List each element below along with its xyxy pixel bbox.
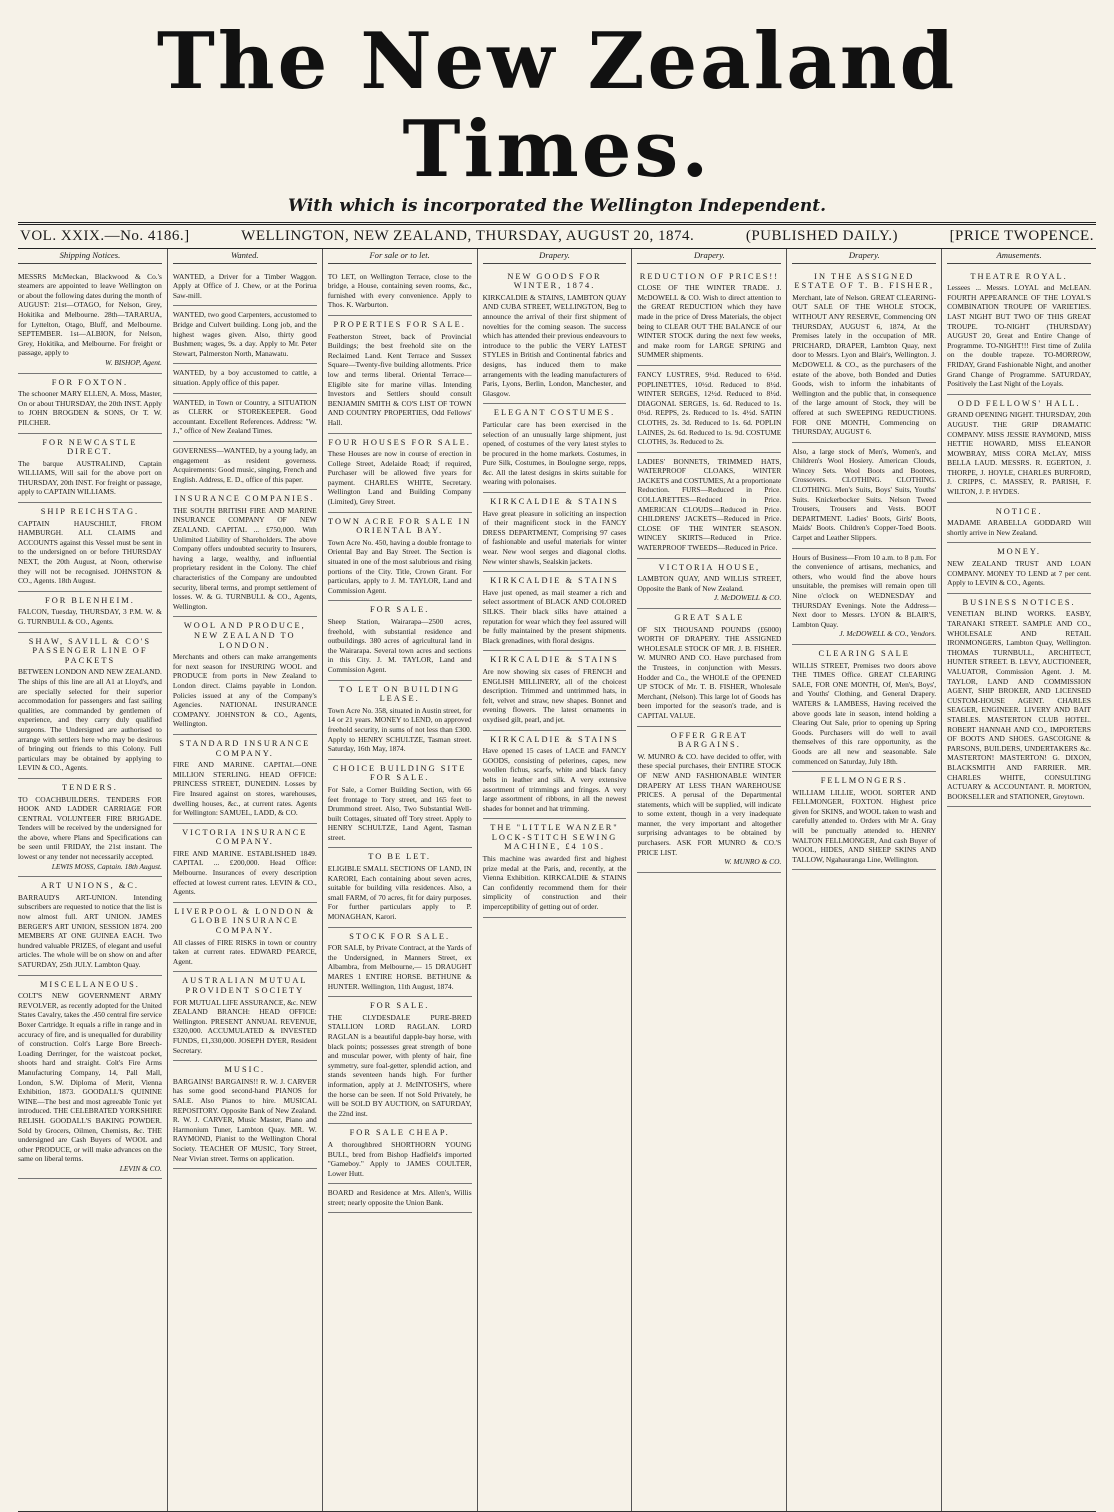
advertisement xyxy=(483,404,627,493)
advertisement xyxy=(328,928,472,998)
advertisement-body: COLT'S NEW GOVERNMENT ARMY REVOLVER, as recently adopted for the United States Cavalry, takes the .450 central fire service Boxer Cartridge. It equals a rifle in range and in accuracy of fire, and is unequalled for durability of construction. Colt's Large Bore Breech-Loading Derringer, for the waistcoat pocket, shoots hard and straight. Colt's Fire Arms Manufacturing Company, 14, Pall Mall, London, S.W. Diploma of Merit, Vienna Exhibition, 1873. GOODALL'S QUININE WINE—The best and most agreeable Tonic yet introduced. THE CELEBRATED YORKSHIRE RELISH. GOODALL'S BAKING POWDER. Sold by Grocers, Oilmen, Chemists, &c. THE undersigned are Cash Buyers of WOOL and other PRODUCE, or will make advances on the same on liberal terms. xyxy=(18,991,162,1164)
advertisement xyxy=(483,572,627,651)
column-2 xyxy=(167,249,322,1511)
place-and-date: WELLINGTON, NEW ZEALAND, THURSDAY, AUGUST 20, 1874. xyxy=(241,228,695,244)
advertisement-title: TO LET ON BUILDING LEASE. xyxy=(339,684,461,704)
advertisement-signature: J. McDOWELL & CO., Vendors. xyxy=(839,629,937,639)
advertisement xyxy=(18,268,162,374)
advertisement-title: ELEGANT COSTUMES. xyxy=(493,408,616,418)
column-6 xyxy=(786,249,941,1511)
advertisement xyxy=(792,645,936,772)
advertisement xyxy=(328,1124,472,1184)
advertisement-title: CLEARING SALE xyxy=(818,648,910,658)
advertisement-body: Hours of Business—From 10 a.m. to 8 p.m. For the convenience of artisans, mechanics, and others, who would find the above hours unsuitable, the premises will remain open till Nine o'clock on WEDNESDAY and THURSDAY Evenings. Note the Address—Next door to Messrs. LYON & BLAIR'S, Lambton Quay. xyxy=(792,552,937,629)
masthead xyxy=(18,18,1096,216)
advertisement-body: FIRE AND MARINE. ESTABLISHED 1849. CAPITAL ... £200,000. Head Office: Melbourne. Insurances of every description effected at lowest current rates. LEVIN & CO., Agents. xyxy=(172,848,317,897)
advertisement-body: WILLIAM LILLIE, WOOL SORTER AND FELLMONGER, FOXTON. Highest price given for SKINS, and WOOL taken to wash and carefully attended to. Orders with Mr A. Gray will be punctually attended to. HENRY WALTON FELLMONGER, And cash Buyer of WOOL, HIDES, AND SHEEP SKINS AND TALLOW, Ngahauranga Line, Wellington. xyxy=(792,787,937,864)
advertisement-title: FOR BLENHEIM. xyxy=(45,595,135,605)
advertisement-body: THE CLYDESDALE PURE-BRED STALLION LORD RAGLAN. LORD RAGLAN is a beautiful dapple-bay horse, with black points; possesses great strength of bone and muscular power, with plenty of hair, fine symmetry, sure foal-getter, splendid action, and stands seventeen hands high. For further information, apply at J. McINTOSH'S, where the horse can be seen. If not Sold Privately, he will be SOLD BY AUCTION, on SATURDAY, the 22nd inst. xyxy=(327,1012,472,1118)
column-3 xyxy=(322,249,477,1511)
advertisement xyxy=(328,434,472,513)
advertisement xyxy=(173,824,317,903)
advertisement-body: The schooner MARY ELLEN, A. Moss, Master, On or about THURSDAY, the 20th INST. Apply to JOHN BROGDEN & SONS, Or T. W. PILCHER. xyxy=(18,389,162,427)
advertisement-body: BARGAINS! BARGAINS!! R. W. J. CARVER has some good second-hand PIANOS for SALE. Also Pianos to hire. MUSICAL REPOSITORY. Opposite Bank of New Zealand. R. W. J. CARVER, Music Master, Piano and Harmonium Tuner, Lambton Quay. MR. W. RAYMOND, Pianist to the Wellington Choral Society. TEACHER OF MUSIC, Tory Street, Near Vivian street. Terms on application. xyxy=(172,1076,317,1163)
advertisement-body: FIRE AND MARINE. CAPITAL—ONE MILLION STERLING. HEAD OFFICE: PRINCESS STREET, DUNEDIN. Losses by Fire Insured against on stores, warehouses, dwelling houses, &c., at current rates. Agents for Wellington: SAMUEL, LADD, & CO. xyxy=(172,760,317,818)
advertisement-title: REDUCTION OF PRICES!! xyxy=(639,271,779,281)
advertisement xyxy=(173,972,317,1061)
advertisement-body: Town Acre No. 450, having a double frontage to Oriental Bay and Bay Street. The Section is situated in one of the most salubrious and rising portions of the City. Title, Crown Grant. For particulars, apply to J. M. TAYLOR, Land and Commission Agent. xyxy=(327,537,472,595)
advertisement-title: KIRKCALDIE & STAINS xyxy=(490,576,619,586)
advertisement-body: This machine was awarded first and highest prize medal at the Paris, and, recently, at the Vienna Exhibition. KIRKCALDIE & STAINS Can confidently recommend them for their simplicity of construction and their imperceptibility of getting out of order. xyxy=(482,854,627,912)
advertisement-body: ELIGIBLE SMALL SECTIONS OF LAND, IN KARORI, Each containing about seven acres, suitable for building villa residences. Also, a small FARM, of 70 acres, fit for dairy purposes. For further particulars apply to P. MONAGHAN, Karori. xyxy=(327,864,472,922)
advertisement-title: FOR FOXTON. xyxy=(51,377,129,387)
advertisement-body: Featherston Street, back of Provincial Buildings; the best freehold site on the Reclaimed Land. Kent Terrace and Sussex Square—Twenty-five building allotments. Price low and terms liberal. Oriental Terrace—Eligible site for marine villas. Intending Investors and Settlers should consult BENJAMIN SMITH & CO'S LIST OF TOWN AND COUNTRY PROPERTIES, Odd Fellows' Hall. xyxy=(327,331,472,427)
advertisement xyxy=(947,543,1091,593)
advertisement-signature: J. McDOWELL & CO. xyxy=(713,593,782,603)
advertisement xyxy=(947,395,1091,503)
newspaper-title: The New Zealand Times. xyxy=(156,16,958,195)
advertisement-title: FOUR HOUSES FOR SALE. xyxy=(328,437,471,447)
advertisement xyxy=(18,633,162,779)
advertisement xyxy=(792,549,936,645)
advertisement-title: FOR SALE CHEAP. xyxy=(349,1128,450,1138)
advertisement-title: PROPERTIES FOR SALE. xyxy=(333,319,466,329)
advertisement xyxy=(792,772,936,870)
advertisement xyxy=(483,268,627,405)
advertisement xyxy=(483,819,627,917)
column-4 xyxy=(477,249,632,1511)
advertisement-body: These Houses are now in course of erection in College Street, Adelaide Road; if required, Purchaser will be allowed five years for payment. CHARLES WHITE, Secretary. Wellington Land and Building Company (Limited), Grey Street. xyxy=(327,449,472,507)
advertisement-body: FALCON, Tuesday, THURSDAY, 3 P.M. W. & G. TURNBULL & CO., Agents. xyxy=(18,607,162,626)
volume-number: VOL. XXIX.—No. 4186.] xyxy=(20,228,190,244)
advertisement-body: For Sale, a Corner Building Section, with 66 feet frontage to Tory street, and 165 feet to Drummond street. Also, Two Substantial Well-built Cottages, situated off Tory street. Apply to HENRY SCHULTZE, Land Agent, Tasman street. xyxy=(327,784,472,842)
advertisement-title: MUSIC. xyxy=(224,1065,266,1075)
advertisement xyxy=(18,592,162,633)
advertisement xyxy=(18,976,162,1180)
advertisement-body: BOARD and Residence at Mrs. Allen's, Willis street; nearly opposite the Union Bank. xyxy=(327,1188,472,1207)
advertisement-body: BARRAUD'S ART-UNION. Intending subscribers are requested to notice that the list is now almost full. ART UNION. JAMES BERGER'S ART UNION, SESSION 1874. 200 MEMBERS AT ONE GUINEA EACH. Two hundred valuable PRIZES, of elegant and useful articles. The whole will be on show on and after SATURDAY, 25th JULY. Lambton Quay. xyxy=(18,892,162,969)
advertisement xyxy=(173,364,317,393)
advertisement-title: THEATRE ROYAL. xyxy=(970,271,1068,281)
advertisement xyxy=(173,1061,317,1169)
advertisement xyxy=(173,490,317,617)
advertisement-body: Merchants and others can make arrangements for next season for INSURING WOOL and PRODUCE from ports in New Zealand to London direct. Claims payable in London. Policies issued at any of the Company's Agencies. NATIONAL INSURANCE COMPANY. JOHNSTON & CO., Agents, Wellington. xyxy=(172,652,317,729)
advertisement-title: KIRKCALDIE & STAINS xyxy=(490,655,619,665)
advertisement xyxy=(483,731,627,820)
column-heading: For sale or to let. xyxy=(328,249,472,264)
advertisement xyxy=(328,316,472,434)
advertisement-body: The barque AUSTRALIND, Captain WILLIAMS, Will sail for the above port on THURSDAY, 20th INST. For freight or passage, apply to CAPTAIN WILLIAMS. xyxy=(18,458,162,497)
advertisement-title: FOR NEWCASTLE DIRECT. xyxy=(42,437,138,457)
advertisement xyxy=(173,735,317,824)
column-heading: Drapery. xyxy=(637,249,781,264)
advertisement-title: OFFER GREAT BARGAINS. xyxy=(670,730,748,750)
advertisement-title: KIRKCALDIE & STAINS xyxy=(490,497,619,507)
advertisement-title: AUSTRALIAN MUTUAL PROVIDENT SOCIETY xyxy=(182,976,308,995)
advertisement-body: Have great pleasure in soliciting an inspection of their magnificent stock in the FANCY DRESS DEPARTMENT, Comprising 97 cases of fashionable and useful materials for winter wear. New wool serges and diagonal cloths. New winter shawls, Sealskin jackets. xyxy=(482,508,627,566)
advertisement xyxy=(173,617,317,735)
advertisement-body: LADIES' BONNETS, TRIMMED HATS, WATERPROOF CLOAKS, WINTER JACKETS and COSTUMES, At a proportionate Reduction. FURS—Reduced in Price. COLLARETTES—Reduced in Price. AMERICAN CLOUDS—Reduced in Price. CHILDRENS' JACKETS—Reduced in Price. CLOSE OF THE WINTER SEASON. WINCEY SKIRTS—Reduced in Price. WATERPROOF TWEEDS—Reduced in Price. xyxy=(637,456,782,553)
advertisement-body: A thoroughbred SHORTHORN YOUNG BULL, bred from Bishop Hadfield's imported "Gameboy." Apply to JAMES COULTER, Lower Hutt. xyxy=(327,1139,472,1178)
advertisement-body: Are now showing six cases of FRENCH and ENGLISH MILLINERY, all of the choicest description. Trimmed and untrimmed hats, in felt, velvet and straw, new shapes. Bonnet and evening flowers. The latest ornaments in oxydised gilt, pearl, and jet. xyxy=(482,666,627,724)
column-heading: Shipping Notices. xyxy=(18,249,162,264)
advertisement xyxy=(173,394,317,442)
advertisement-title: KIRKCALDIE & STAINS xyxy=(490,734,619,744)
advertisement-body: FOR MUTUAL LIFE ASSURANCE, &c. NEW ZEALAND BRANCH: HEAD OFFICE: Wellington. PRESENT ANNUAL REVENUE, £320,000. ACCUMULATED & INVESTED FUNDS, £1,330,000. JOSEPH DYER, Resident Secretary. xyxy=(172,997,317,1055)
publication-frequency: (PUBLISHED DAILY.) xyxy=(745,228,899,244)
column-heading: Drapery. xyxy=(792,249,936,264)
advertisement-signature: W. BISHOP, Agent. xyxy=(105,357,162,367)
advertisement xyxy=(637,453,781,559)
advertisement-body: Particular care has been exercised in the selection of an unusually large shipment, just opened, of costumes of the very latest styles to be procured in the home markets. Costumes, in Pure Silk, Costumes, in Boulogne serge, repps, &c. All the latest designs in skirts suitable for wearing with polonaises. xyxy=(482,419,627,487)
advertisement-title: IN THE ASSIGNED ESTATE OF T. B. FISHER, xyxy=(794,271,935,291)
columns-container xyxy=(18,249,1096,1512)
advertisement-title: MISCELLANEOUS. xyxy=(39,979,140,989)
advertisement-body: FANCY LUSTRES, 9½d. Reduced to 6½d. POPLINETTES, 10½d. Reduced to 8½d. WINTER SERGES, 12½d. Reduced to 8½d. DIAGONAL SERGES, 1s. 6d. Reduced to 1s. 0½d. REPPS, 2s. Reduced to 1s. 4½d. SATIN CLOTHS, 2s. 3d. Reduced to 1s. 6d. POPLIN LAINES, 2s. 6d. Reduced to 1s. 9d. COSTUME CLOTHS, 3s. Reduced to 2s. xyxy=(637,369,782,447)
advertisement xyxy=(637,268,781,366)
advertisement xyxy=(947,268,1091,395)
column-7 xyxy=(941,249,1096,1511)
advertisement-title: TOWN ACRE FOR SALE IN ORIENTAL BAY. xyxy=(328,516,472,536)
advertisement-body: Lessees ... Messrs. LOYAL and McLEAN. FOURTH APPEARANCE OF THE LOYAL'S COMBINATION TROUPE OF VARIETIES. LAST NIGHT BUT TWO OF THIS GREAT TROUPE. TO-NIGHT (THURSDAY) AUGUST 20, Great and Entire Change of Programme. TO-NIGHT!!! First time of Zulila on the double trapeze. TO-MORROW, FRIDAY, Grand Fashionable Night, and another Grand Change of Programme. SATURDAY, Positively the Last Night of the Loyals. xyxy=(947,283,1092,389)
advertisement-body: CLOSE OF THE WINTER TRADE. J. McDOWELL & CO. Wish to direct attention to the GREAT REDUCTION which they have made in the price of Dress Materials, the object being to CLEAR OUT THE BALANCE of our WINTER STOCK during the next few weeks, and make room for LARGE SPRING and SUMMER shipments. xyxy=(637,283,782,360)
advertisement xyxy=(328,681,472,760)
advertisement-body: Town Acre No. 358, situated in Austin street, for 14 or 21 years. MONEY to LEND, on approved freehold security, in sums of not less than £300. Apply to HENRY SCHULTZE, Tasman street. Saturday, 16th May, 1874. xyxy=(327,705,472,754)
advertisement xyxy=(637,366,781,453)
advertisement xyxy=(173,268,317,307)
advertisement-body: WANTED, two good Carpenters, accustomed to Bridge and Culvert building. Long job, and the highest wages given. Also, thirty good Bushmen; wages, 9s. a day. Apply to Mr. Peter Stewart, Palmerston North, Manawatu. xyxy=(172,310,317,358)
advertisement-title: THE "LITTLE WANZER" LOCK-STITCH SEWING MACHINE, £4 10S. xyxy=(490,823,619,852)
advertisement xyxy=(173,903,317,973)
advertisement-title: STANDARD INSURANCE COMPANY. xyxy=(179,738,311,758)
advertisement-title: VICTORIA INSURANCE COMPANY. xyxy=(182,827,308,847)
column-heading: Wanted. xyxy=(173,249,317,264)
newspaper-subtitle: With which is incorporated the Wellington Independent. xyxy=(287,196,826,216)
advertisement xyxy=(18,779,162,877)
advertisement xyxy=(328,997,472,1124)
advertisement-title: MONEY. xyxy=(997,547,1041,557)
column-1 xyxy=(18,249,167,1511)
advertisement xyxy=(792,443,936,549)
advertisement-body: GOVERNESS—WANTED, by a young lady, an engagement as resident governess. Acquirements: Good music, singing, French and English. Address, E. D., office of this paper. xyxy=(172,445,317,484)
advertisement xyxy=(792,268,936,443)
advertisement-body: NEW ZEALAND TRUST AND LOAN COMPANY. MONEY TO LEND at 7 per cent. Apply to LEVIN & CO., Agents. xyxy=(947,559,1092,588)
advertisement-title: ART UNIONS, &C. xyxy=(40,881,140,891)
advertisement-body: MADAME ARABELLA GODDARD Will shortly arrive in New Zealand. xyxy=(947,518,1092,537)
advertisement-title: FELLMONGERS. xyxy=(820,776,908,786)
advertisement-body: Merchant, late of Nelson. GREAT CLEARING-OUT SALE OF THE WHOLE STOCK, WITHOUT ANY RESERVE, Commencing ON THURSDAY, AUGUST 6, 1874, At the Premises lately in the occupation of MR. PRICHARD, DRAPER, Lambton Quay, next door to Messrs. Lyon and Blair's, Wellington. J. McDOWELL & CO., as the purchasers of the estate of the above, both Bonded and Duties Goods, wish to inform the inhabitants of Wellington and the public that, in consequence of the large amount of Stock, they will be offered at such SWEEPING REDUCTIONS. FOR ONE MONTH, Commencing on THURSDAY, AUGUST 6. xyxy=(792,292,937,437)
advertisement-body: Have just opened, as mail steamer a rich and select assortment of BLACK AND COLORED SILKS. Their black silks have attained a reputation for wear which they feel assured will be fully maintained by the present shipments. Black grenadines, with floral designs. xyxy=(482,587,627,645)
advertisement xyxy=(637,727,781,873)
advertisement-body: FOR SALE, by Private Contract, at the Yards of the Undersigned, in Manners Street, ex Albambra, from Melbourne,— 15 DRAUGHT MARES 1 ENTIRE HORSE. BETHUNE & HUNTER. Wellington, 11th August, 1874. xyxy=(327,943,472,991)
advertisement-body: CAPTAIN HAUSCHILT, FROM HAMBURGH. ALL CLAIMS and ACCOUNTS against this Vessel must be sent in to the undersigned on or before THURSDAY NEXT, the 20th August, at Noon, otherwise they will not be recognised. JOHNSTON & CO., Agents. 18th August. xyxy=(18,518,162,586)
advertisement-body: THE SOUTH BRITISH FIRE AND MARINE INSURANCE COMPANY OF NEW ZEALAND. CAPITAL ... £750,000. With Unlimited Liability of Shareholders. The above Company offers undoubted security to Insurers, having a large, wealthy, and influential proprietary resident in the Colony. The chief characteristics of the Company are undoubted security, liberal terms, and prompt settlement of losses. W. & G. TURNBULL & CO., Agents, Wellington. xyxy=(172,505,317,611)
advertisement xyxy=(328,848,472,927)
advertisement xyxy=(637,559,781,609)
advertisement xyxy=(328,601,472,680)
advertisement-title: TO BE LET. xyxy=(368,852,432,862)
advertisement-body: All classes of FIRE RISKS in town or country taken at current rates. EDWARD PEARCE, Agent. xyxy=(172,937,317,966)
advertisement xyxy=(637,609,781,727)
column-5 xyxy=(631,249,786,1511)
dateline xyxy=(18,225,1096,248)
advertisement-signature: W. MUNRO & CO. xyxy=(724,857,782,867)
advertisement-body: BETWEEN LONDON AND NEW ZEALAND. The ships of this line are all A1 at Lloyd's, and are specially selected for their superior accommodation for passengers and fast sailing qualities, are commanded by gentlemen of experience, and they carry duly qualified surgeons. The Undersigned are authorised to arrange with settlers here who may be desirous of bringing out friends to this Colony. Full particulars may be obtained by applying to LEVIN & CO., Agents. xyxy=(18,667,162,773)
advertisement-title: GREAT SALE xyxy=(674,613,745,622)
advertisement-body: KIRKCALDIE & STAINS, LAMBTON QUAY AND CUBA STREET, WELLINGTON, Beg to announce the arrival of their first shipment of novelties for the coming season. The success which has attended their previous endeavours to introduce to the public the VERY LATEST STYLES in British and Continental fabrics and designs, has induced them to make arrangements with the leading manufacturers of Paris, Lyons, Berlin, London, Manchester, and Glasgow. xyxy=(482,292,627,398)
advertisement-body: WANTED, by a boy accustomed to cattle, a situation. Apply office of this paper. xyxy=(172,368,317,387)
advertisement-title: NEW GOODS FOR WINTER, 1874. xyxy=(507,271,602,291)
advertisement-title: TENDERS. xyxy=(62,782,118,792)
advertisement-title: SHIP REICHSTAG. xyxy=(40,507,140,517)
column-heading: Amusements. xyxy=(947,249,1091,264)
advertisement-title: FOR SALE. xyxy=(369,605,430,615)
advertisement xyxy=(483,651,627,730)
advertisement xyxy=(18,503,162,592)
advertisement-body: Have opened 15 cases of LACE and FANCY GOODS, consisting of pelerines, capes, new woollen fichus, scarfs, white and black fancy belts in leather and silk. A very extensive assortment of trimmings and fringes. A very large assortment of ribbons, in all the newest shades for bonnet and hat trimming. xyxy=(482,746,627,813)
advertisement-body: Also, a large stock of Men's, Women's, and Children's Wool Hosiery. American Clouds, Wincey Sets. Wool Boots and Bootees, Crossovers. CLOTHING. CLOTHING. CLOTHING. Men's Suits, Boys' Suits, Youths' Suits. Knickerbocker Suits. Nelson Tweed Trousers, Trousers and Vests. BOOT DEPARTMENT. Ladies' Boots, Girls' Boots, Maids' Boots. Children's Copper-Toed Boots. Carpet and Leather Slippers. xyxy=(792,446,937,543)
advertisement xyxy=(328,1184,472,1213)
advertisement-body: OF SIX THOUSAND POUNDS (£6000) WORTH OF DRAPERY. THE ASSIGNED WHOLESALE STOCK OF MR. J. B. FISHER. W. MUNRO AND CO. Have purchased from the Trustees, in conjunction with Messrs. Hodder and Co., the WHOLE of the OPENED UP STOCK of Mr. T. B. FISHER, Wholesale Merchant, (Nelson). This large lot of Goods has been imported for the season's trade, and is CAPITAL VALUE. xyxy=(637,624,782,720)
advertisement-body: Sheep Station, Wairarapa—2500 acres, freehold, with substantial residence and outbuildings. 380 acres of agricultural land in the Wairarapa. Several town acres and sections in this City. J. M. TAYLOR, Land and Commission Agent. xyxy=(327,617,472,674)
advertisement-title: ODD FELLOWS' HALL. xyxy=(957,398,1081,408)
advertisement xyxy=(947,503,1091,544)
advertisement xyxy=(18,877,162,975)
advertisement-body: WANTED, in Town or Country, a SITUATION as CLERK or STOREKEEPER. Good accountant. Excellent References. Address: "W. J.," office of New Zealand Times. xyxy=(172,397,317,436)
advertisement xyxy=(947,594,1091,807)
advertisement-body: TO LET, on Wellington Terrace, close to the bridge, a House, containing seven rooms, &c., furnished with every convenience. Apply to Thos. K. Warburton. xyxy=(327,271,472,310)
advertisement-title: STOCK FOR SALE. xyxy=(349,931,451,941)
column-heading: Drapery. xyxy=(483,249,627,264)
advertisement xyxy=(328,513,472,602)
advertisement xyxy=(18,434,162,504)
advertisement-title: INSURANCE COMPANIES. xyxy=(174,494,315,504)
advertisement-body: W. MUNRO & CO. have decided to offer, with these special purchases, their ENTIRE STOCK OF NEW AND FASHIONABLE WINTER DRAPERY AT LESS THAN WAREHOUSE PRICES. A perusal of the Departmental statements, which will be supplied, will indicate to some extent, though in a very inadequate manner, the very important and altogether surprising advantages to be obtained by purchasers. ASK FOR MUNRO & CO.'S PRICE LIST. xyxy=(637,751,782,857)
price: [PRICE TWOPENCE. xyxy=(949,228,1094,244)
advertisement-title: LIVERPOOL & LONDON & GLOBE INSURANCE COMPANY. xyxy=(174,906,316,936)
advertisement-body: WANTED, a Driver for a Timber Waggon. Apply at Office of J. Chew, or at the Porirua Saw-mill. xyxy=(172,271,317,300)
advertisement-signature: LEVIN & CO. xyxy=(119,1163,162,1173)
advertisement xyxy=(173,306,317,364)
advertisement-title: SHAW, SAVILL & CO'S PASSENGER LINE OF PACKETS xyxy=(28,636,152,665)
advertisement-title: VICTORIA HOUSE, xyxy=(658,562,761,572)
advertisement xyxy=(483,493,627,572)
advertisement-body: MESSRS McMeckan, Blackwood & Co.'s steamers are appointed to leave Wellington on or about the following dates during the month of AUGUST: 21st—OTAGO, for Nelson, Grey, Hokitika and Melbourne. 28th—TARARUA, for Lyttelton, Otago, Bluff, and Melbourne. SEPTEMBER. 1st—ALBION, for Nelson, Grey, Hokitika, and Melbourne. For freight or passage, apply to xyxy=(18,271,162,358)
advertisement-title: NOTICE. xyxy=(995,506,1043,516)
advertisement-title: BUSINESS NOTICES. xyxy=(962,597,1076,607)
advertisement-body: VENETIAN BLIND WORKS. EASBY, TARANAKI STREET. SAMPLE AND CO., WHOLESALE AND RETAIL IRONMONGERS, Lambton Quay, Wellington. THOMAS TURNBULL, ARCHITECT, HUNTER STREET. B. LEVY, AUCTIONEER, VALUATOR, Commission Agent. J. M. TAYLOR, LAND AND COMMISSION AGENT, SHIP BROKER, AND LICENSED CUSTOM-HOUSE AGENT. CHARLES SEAGER, ENGINEER. LIVERY AND BAIT STABLES. MASTERTON CLUB HOTEL. ROBERT HANNAH AND CO., IMPORTERS OF BOOTS AND SHOES. GASCOIGNE & PARSONS, BUILDERS, UNDERTAKERS &c. MASTERTON! MASTERTON! G. DIXON, BLACKSMITH AND FARRIER. MR. CHARLES WHITE, CONSULTING ACTUARY & ACCOUNTANT. R. MORTON, BOOKSELLER and STATIONER, Greytown. xyxy=(947,609,1092,801)
advertisement-body: GRAND OPENING NIGHT. THURSDAY, 20th AUGUST. THE GRIP DRAMATIC COMPANY. MISS JESSIE RAYMOND, MISS HETTIE HOWARD, MISS ELEANOR MOWBRAY, MISS CORA McLAY, MISS BELLA LAUD. MESSRS. R. EGERTON, J. THORPE, J. HOYLE, CHARLES BURFORD, J. CRIPPS, C. MASSEY, R. PARISH, F. WILTON, J. P. HYDES. xyxy=(947,410,1092,497)
advertisement-body: LAMBTON QUAY, AND WILLIS STREET, Opposite the Bank of New Zealand. xyxy=(637,574,782,593)
advertisement-title: CHOICE BUILDING SITE FOR SALE. xyxy=(332,763,467,783)
advertisement xyxy=(173,442,317,490)
advertisement xyxy=(328,760,472,849)
advertisement-signature: LEWIS MOSS, Captain. 18th August. xyxy=(51,861,162,871)
advertisement-body: WILLIS STREET, Premises two doors above THE TIMES Office. GREAT CLEARING SALE, FOR ONE MONTH, Of, Men's, Boys', and Youths' Clothing, and General Drapery. WATERS & LAMBESS, Having received the above goods late in season, intend holding a Clearing Out Sale, prior to opening up Spring Goods. Purchasers will do well to avail themselves of this rare opportunity, as the Goods are all new and seasonable. Sale commenced on Saturday, July 18th. xyxy=(792,660,937,766)
advertisement-title: FOR SALE. xyxy=(369,1001,430,1011)
advertisement-body: TO COACHBUILDERS. TENDERS FOR HOOK AND LADDER CARRIAGE FOR CENTRAL VOLUNTEER FIRE BRIGADE. Tenders will be received by the undersigned for the above, where Plans and Specifications can be seen until FRIDAY, the 21st instant. The lowest or any tender not necessarily accepted. xyxy=(18,794,162,862)
advertisement xyxy=(18,374,162,434)
advertisement xyxy=(328,268,472,316)
advertisement-title: WOOL AND PRODUCE, NEW ZEALAND TO LONDON. xyxy=(183,621,306,650)
